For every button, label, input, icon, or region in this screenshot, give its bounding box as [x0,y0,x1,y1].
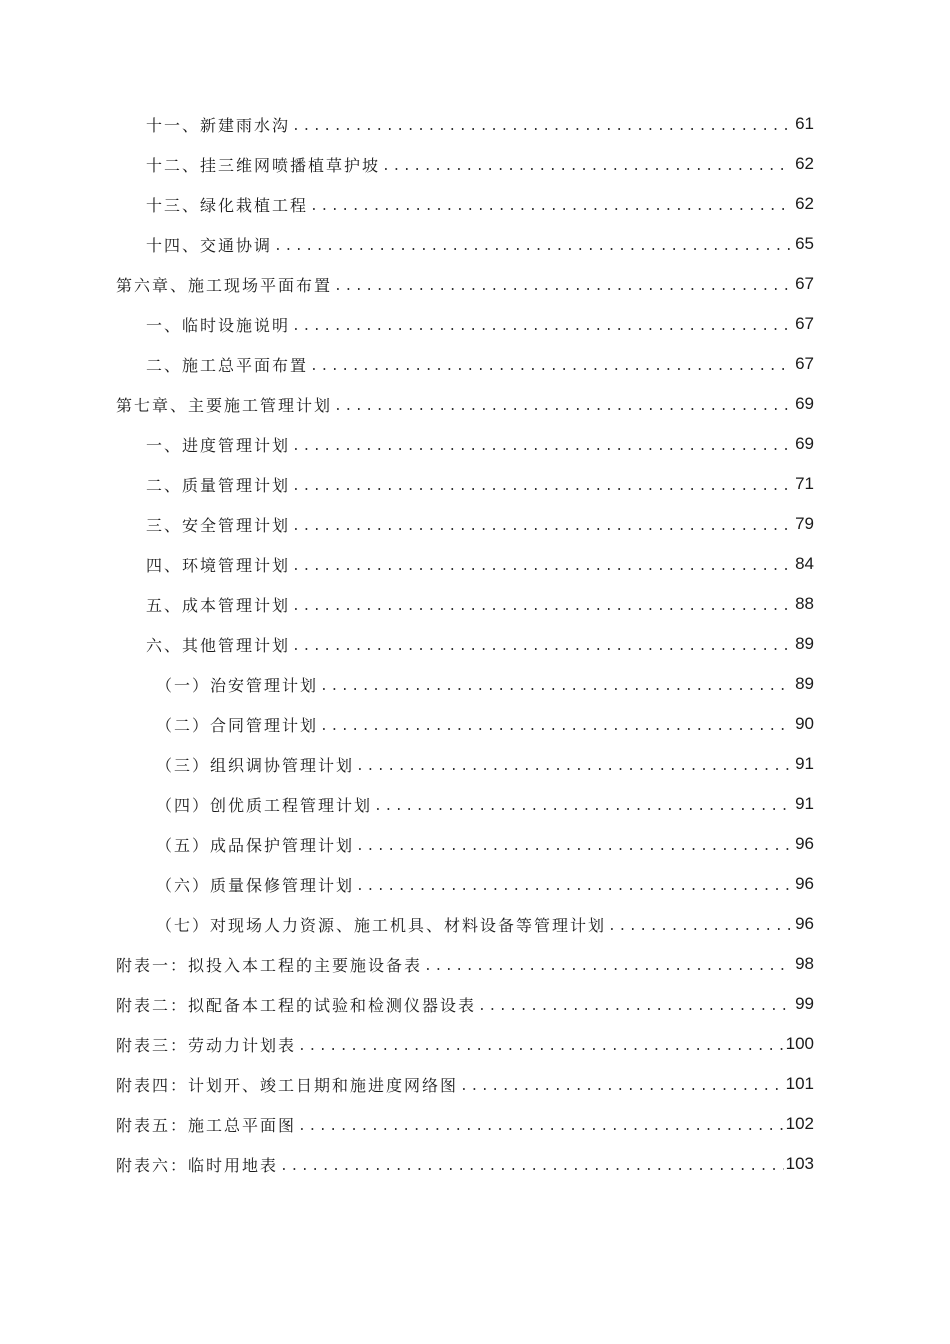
toc-page-number: 99 [795,994,814,1013]
toc-entry[interactable] [0,1144,950,1184]
toc-page-number: 103 [785,1154,814,1173]
toc-leader-dots [608,919,790,934]
toc-entry-title: 附表五：施工总平面图 [116,1115,297,1135]
toc-page-number: 91 [795,794,814,813]
toc-leader-dots [310,359,790,374]
toc-leader-dots [356,839,790,854]
toc-entry[interactable] [0,1064,950,1104]
toc-page-number: 67 [795,314,814,333]
toc-page-number: 71 [795,474,814,493]
toc-entry-title: 十二、挂三维网喷播植草护坡 [146,155,381,175]
toc-entry[interactable] [0,504,950,544]
toc-entry-title: 第七章、主要施工管理计划 [116,395,333,415]
toc-page-number: 100 [785,1034,814,1053]
toc-leader-dots [292,119,790,134]
toc-leader-dots [292,519,790,534]
toc-entry-title: （一）治安管理计划 [156,675,319,695]
toc-page-number: 102 [785,1114,814,1133]
toc-entry[interactable] [0,664,950,704]
toc-entry[interactable] [0,144,950,184]
toc-entry-title: 一、临时设施说明 [146,315,291,335]
toc-entry[interactable] [0,824,950,864]
toc-page-number: 65 [795,234,814,253]
toc-leader-dots [292,479,790,494]
toc-entry-title: 六、其他管理计划 [146,635,291,655]
toc-entry[interactable] [0,704,950,744]
toc-entry-title: 附表一：拟投入本工程的主要施设备表 [116,955,423,975]
toc-entry-title: 二、质量管理计划 [146,475,291,495]
toc-entry[interactable] [0,864,950,904]
toc-entry[interactable] [0,464,950,504]
toc-entry-title: （六）质量保修管理计划 [156,875,355,895]
toc-entry-title: 三、安全管理计划 [146,515,291,535]
toc-leader-dots [292,439,790,454]
toc-entry[interactable] [0,1024,950,1064]
toc-entry[interactable] [0,984,950,1024]
table-of-contents [0,104,950,1184]
toc-page-number: 96 [795,914,814,933]
toc-entry[interactable] [0,624,950,664]
toc-entry-title: 一、进度管理计划 [146,435,291,455]
toc-entry-title: （二）合同管理计划 [156,715,319,735]
toc-page-number: 90 [795,714,814,733]
toc-leader-dots [334,399,790,414]
toc-entry-title: （七）对现场人力资源、施工机具、材料设备等管理计划 [156,915,607,935]
toc-entry[interactable] [0,424,950,464]
toc-leader-dots [292,639,790,654]
toc-leader-dots [280,1159,784,1174]
toc-entry-title: 附表四：计划开、竣工日期和施进度网络图 [116,1075,459,1095]
toc-page-number: 69 [795,394,814,413]
toc-page-number: 67 [795,274,814,293]
toc-entry[interactable] [0,544,950,584]
toc-leader-dots [374,799,790,814]
toc-leader-dots [356,759,790,774]
toc-entry[interactable] [0,944,950,984]
toc-leader-dots [310,199,790,214]
toc-leader-dots [292,599,790,614]
toc-leader-dots [298,1119,784,1134]
toc-entry[interactable] [0,184,950,224]
toc-entry[interactable] [0,784,950,824]
toc-entry[interactable] [0,1104,950,1144]
toc-entry[interactable] [0,904,950,944]
toc-entry[interactable] [0,584,950,624]
toc-leader-dots [274,239,790,254]
toc-entry[interactable] [0,344,950,384]
toc-page-number: 62 [795,154,814,173]
toc-leader-dots [478,999,790,1014]
toc-entry-title: 十四、交通协调 [146,235,273,255]
toc-leader-dots [382,159,790,174]
toc-entry[interactable] [0,224,950,264]
toc-page-number: 61 [795,114,814,133]
toc-entry-title: 四、环境管理计划 [146,555,291,575]
toc-entry-title: （五）成品保护管理计划 [156,835,355,855]
toc-entry-title: 二、施工总平面布置 [146,355,309,375]
toc-page-number: 84 [795,554,814,573]
toc-page-number: 89 [795,674,814,693]
toc-page-number: 67 [795,354,814,373]
toc-entry[interactable] [0,384,950,424]
toc-page-number: 62 [795,194,814,213]
toc-page-number: 79 [795,514,814,533]
toc-page-number: 101 [785,1074,814,1093]
toc-page-number: 91 [795,754,814,773]
toc-entry[interactable] [0,104,950,144]
toc-page-number: 96 [795,874,814,893]
toc-entry[interactable] [0,304,950,344]
toc-entry[interactable] [0,744,950,784]
toc-leader-dots [298,1039,784,1054]
toc-entry-title: （三）组织调协管理计划 [156,755,355,775]
toc-leader-dots [292,319,790,334]
toc-entry-title: 十三、绿化栽植工程 [146,195,309,215]
toc-leader-dots [424,959,790,974]
toc-leader-dots [292,559,790,574]
toc-page-number: 96 [795,834,814,853]
toc-leader-dots [460,1079,784,1094]
toc-entry-title: 附表六：临时用地表 [116,1155,279,1175]
toc-leader-dots [320,679,790,694]
toc-page-number: 89 [795,634,814,653]
toc-entry-title: 第六章、施工现场平面布置 [116,275,333,295]
toc-entry-title: 五、成本管理计划 [146,595,291,615]
toc-entry-title: 十一、新建雨水沟 [146,115,291,135]
toc-entry-title: （四）创优质工程管理计划 [156,795,373,815]
toc-page-number: 98 [795,954,814,973]
toc-entry-title: 附表三：劳动力计划表 [116,1035,297,1055]
toc-leader-dots [320,719,790,734]
toc-entry-title: 附表二：拟配备本工程的试验和检测仪器设表 [116,995,477,1015]
toc-entry[interactable] [0,264,950,304]
toc-leader-dots [334,279,790,294]
toc-page-number: 88 [795,594,814,613]
toc-leader-dots [356,879,790,894]
toc-page-number: 69 [795,434,814,453]
